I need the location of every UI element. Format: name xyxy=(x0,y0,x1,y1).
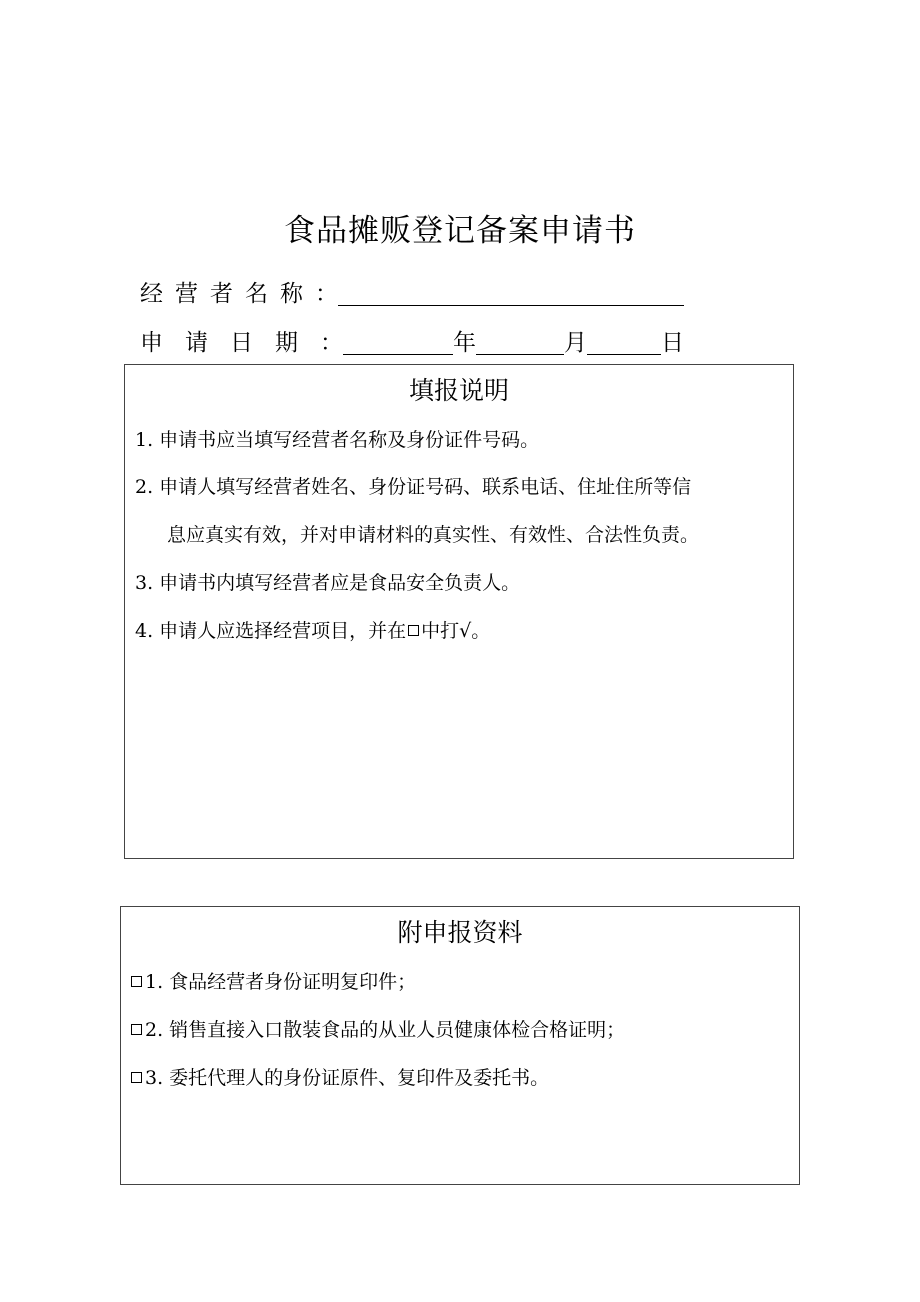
materials-box xyxy=(120,906,800,1185)
material-3-checkbox[interactable] xyxy=(131,1072,142,1083)
instruction-item-4-text: 4. 申请人应选择经营项目，并在 xyxy=(135,620,407,642)
material-item-3 xyxy=(131,1065,549,1091)
operator-name-label: 经营者名称 xyxy=(140,281,315,307)
instructions-box xyxy=(124,364,794,859)
year-field[interactable] xyxy=(343,328,453,355)
day-unit: 日 xyxy=(661,330,684,356)
day-field[interactable] xyxy=(587,328,661,355)
month-unit: 月 xyxy=(564,330,587,356)
year-unit: 年 xyxy=(453,330,476,356)
instruction-item-4-tail: 中打√。 xyxy=(421,620,491,642)
page-title: 食品摊贩登记备案申请书 xyxy=(284,213,636,249)
application-date-label: 申请日期 xyxy=(140,330,320,356)
material-2-checkbox[interactable] xyxy=(131,1024,142,1035)
instruction-item-3: 3. 申请书内填写经营者应是食品安全负责人。 xyxy=(135,572,521,594)
application-date-colon: ： xyxy=(320,330,343,356)
instruction-item-1: 1. 申请书应当填写经营者名称及身份证件号码。 xyxy=(135,429,540,451)
operator-name-row xyxy=(140,275,684,309)
material-item-3-text: 3. 委托代理人的身份证原件、复印件及委托书。 xyxy=(145,1067,550,1089)
application-date-row xyxy=(140,324,684,358)
operator-name-field[interactable] xyxy=(338,279,684,306)
operator-name-colon: ： xyxy=(315,281,338,307)
month-field[interactable] xyxy=(476,328,564,355)
instruction-item-4 xyxy=(135,618,490,644)
material-item-2-text: 2. 销售直接入口散装食品的从业人员健康体检合格证明； xyxy=(145,1019,626,1041)
material-item-1 xyxy=(131,969,416,995)
instruction-item-2-continued: 息应真实有效，并对申请材料的真实性、有效性、合法性负责。 xyxy=(167,524,700,546)
material-item-1-text: 1. 食品经营者身份证明复印件； xyxy=(145,971,417,993)
checkbox-symbol-icon xyxy=(408,625,419,636)
instructions-heading: 填报说明 xyxy=(408,376,509,405)
materials-heading: 附申报资料 xyxy=(397,918,523,947)
instruction-item-2: 2. 申请人填写经营者姓名、身份证号码、联系电话、住址住所等信 xyxy=(135,476,692,498)
material-item-2 xyxy=(131,1017,625,1043)
material-1-checkbox[interactable] xyxy=(131,976,142,987)
